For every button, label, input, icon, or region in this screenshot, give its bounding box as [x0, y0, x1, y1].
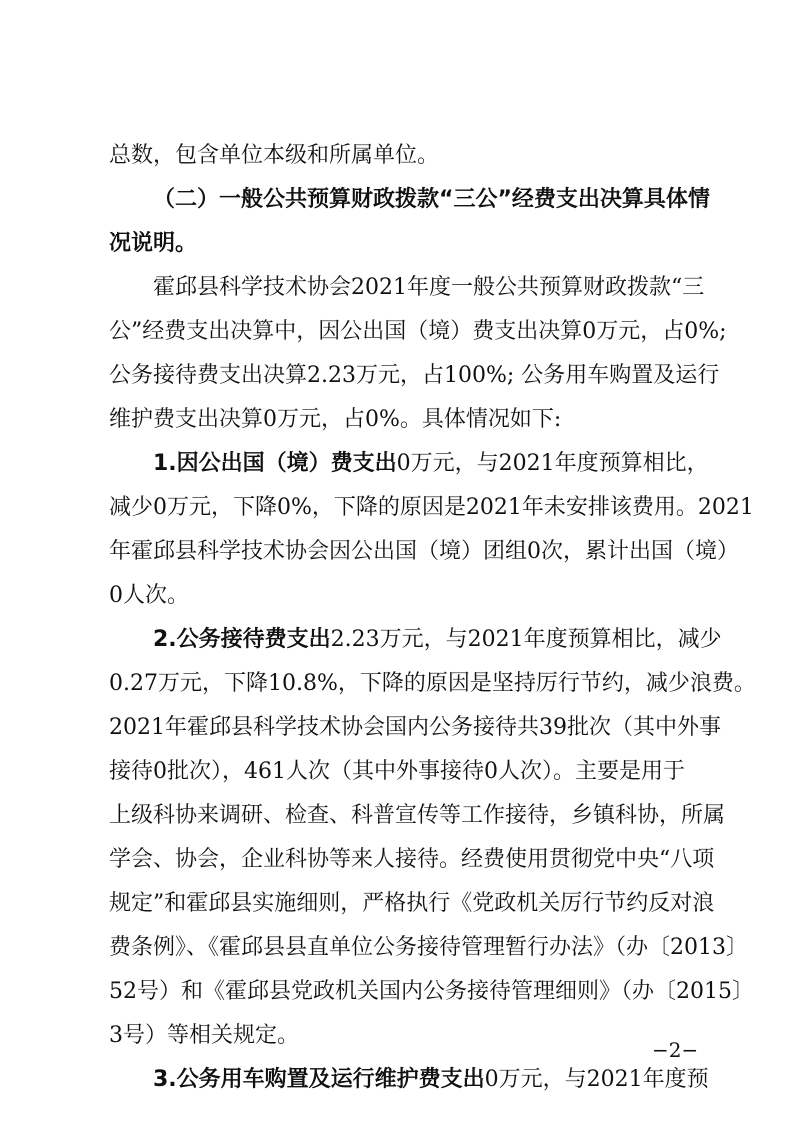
text-line: 接待0批次），461人次（其中外事接待0人次）。主要是用于 [109, 759, 685, 784]
page-number: −2− [652, 1038, 699, 1062]
item-1-line: 1.因公出国（境）费支出0万元，与2021年度预算相比， [153, 451, 709, 476]
text-line: 年霍邱县科学技术协会因公出国（境）团组0次，累计出国（境） [109, 539, 739, 564]
text-line: 上级科协来调研、检查、科普宣传等工作接待，乡镇科协，所属 [109, 803, 726, 828]
text-line: 公”经费支出决算中，因公出国（境）费支出决算0万元，占0%; [109, 319, 727, 344]
text-line: 公务接待费支出决算2.23万元，占100%; 公务用车购置及运行 [109, 363, 720, 388]
text-line: 费条例》、《霍邱县县直单位公务接待管理暂行办法》（办〔2013〕 [109, 935, 748, 960]
text-line: 总数，包含单位本级和所属单位。 [109, 143, 440, 168]
item-3-heading: 3.公务用车购置及运行维护费支出 [153, 1067, 485, 1092]
text-line: 霍邱县科学技术协会2021年度一般公共预算财政拨款“三 [153, 275, 705, 300]
text-line: 减少0万元，下降0%，下降的原因是2021年未安排该费用。2021 [109, 495, 754, 520]
text-line: 规定”和霍邱县实施细则，严格执行《党政机关厉行节约反对浪 [109, 891, 715, 916]
item-3-line: 3.公务用车购置及运行维护费支出0万元，与2021年度预 [153, 1067, 709, 1092]
text-line: 0.27万元，下降10.8%，下降的原因是坚持厉行节约，减少浪费。 [109, 671, 756, 696]
item-2-line: 2.公务接待费支出2.23万元，与2021年度预算相比，减少 [153, 627, 722, 652]
section-heading: （二）一般公共预算财政拨款“三公”经费支出决算具体情 [153, 187, 710, 212]
section-heading-continued: 况说明。 [109, 231, 198, 256]
item-2-heading: 2.公务接待费支出 [153, 627, 331, 652]
text-line: 维护费支出决算0万元，占0%。具体情况如下: [109, 407, 562, 432]
text-line: 0人次。 [109, 583, 189, 608]
text-line: 3号）等相关规定。 [109, 1023, 299, 1048]
text-line: 学会、协会，企业科协等来人接待。经费使用贯彻党中央“八项 [109, 847, 715, 872]
item-1-heading: 1.因公出国（境）费支出 [153, 451, 397, 476]
text-line: 52号）和《霍邱县党政机关国内公务接待管理细则》（办〔2015〕 [109, 979, 754, 1004]
text-line: 2021年霍邱县科学技术协会国内公务接待共39批次（其中外事 [109, 715, 721, 740]
